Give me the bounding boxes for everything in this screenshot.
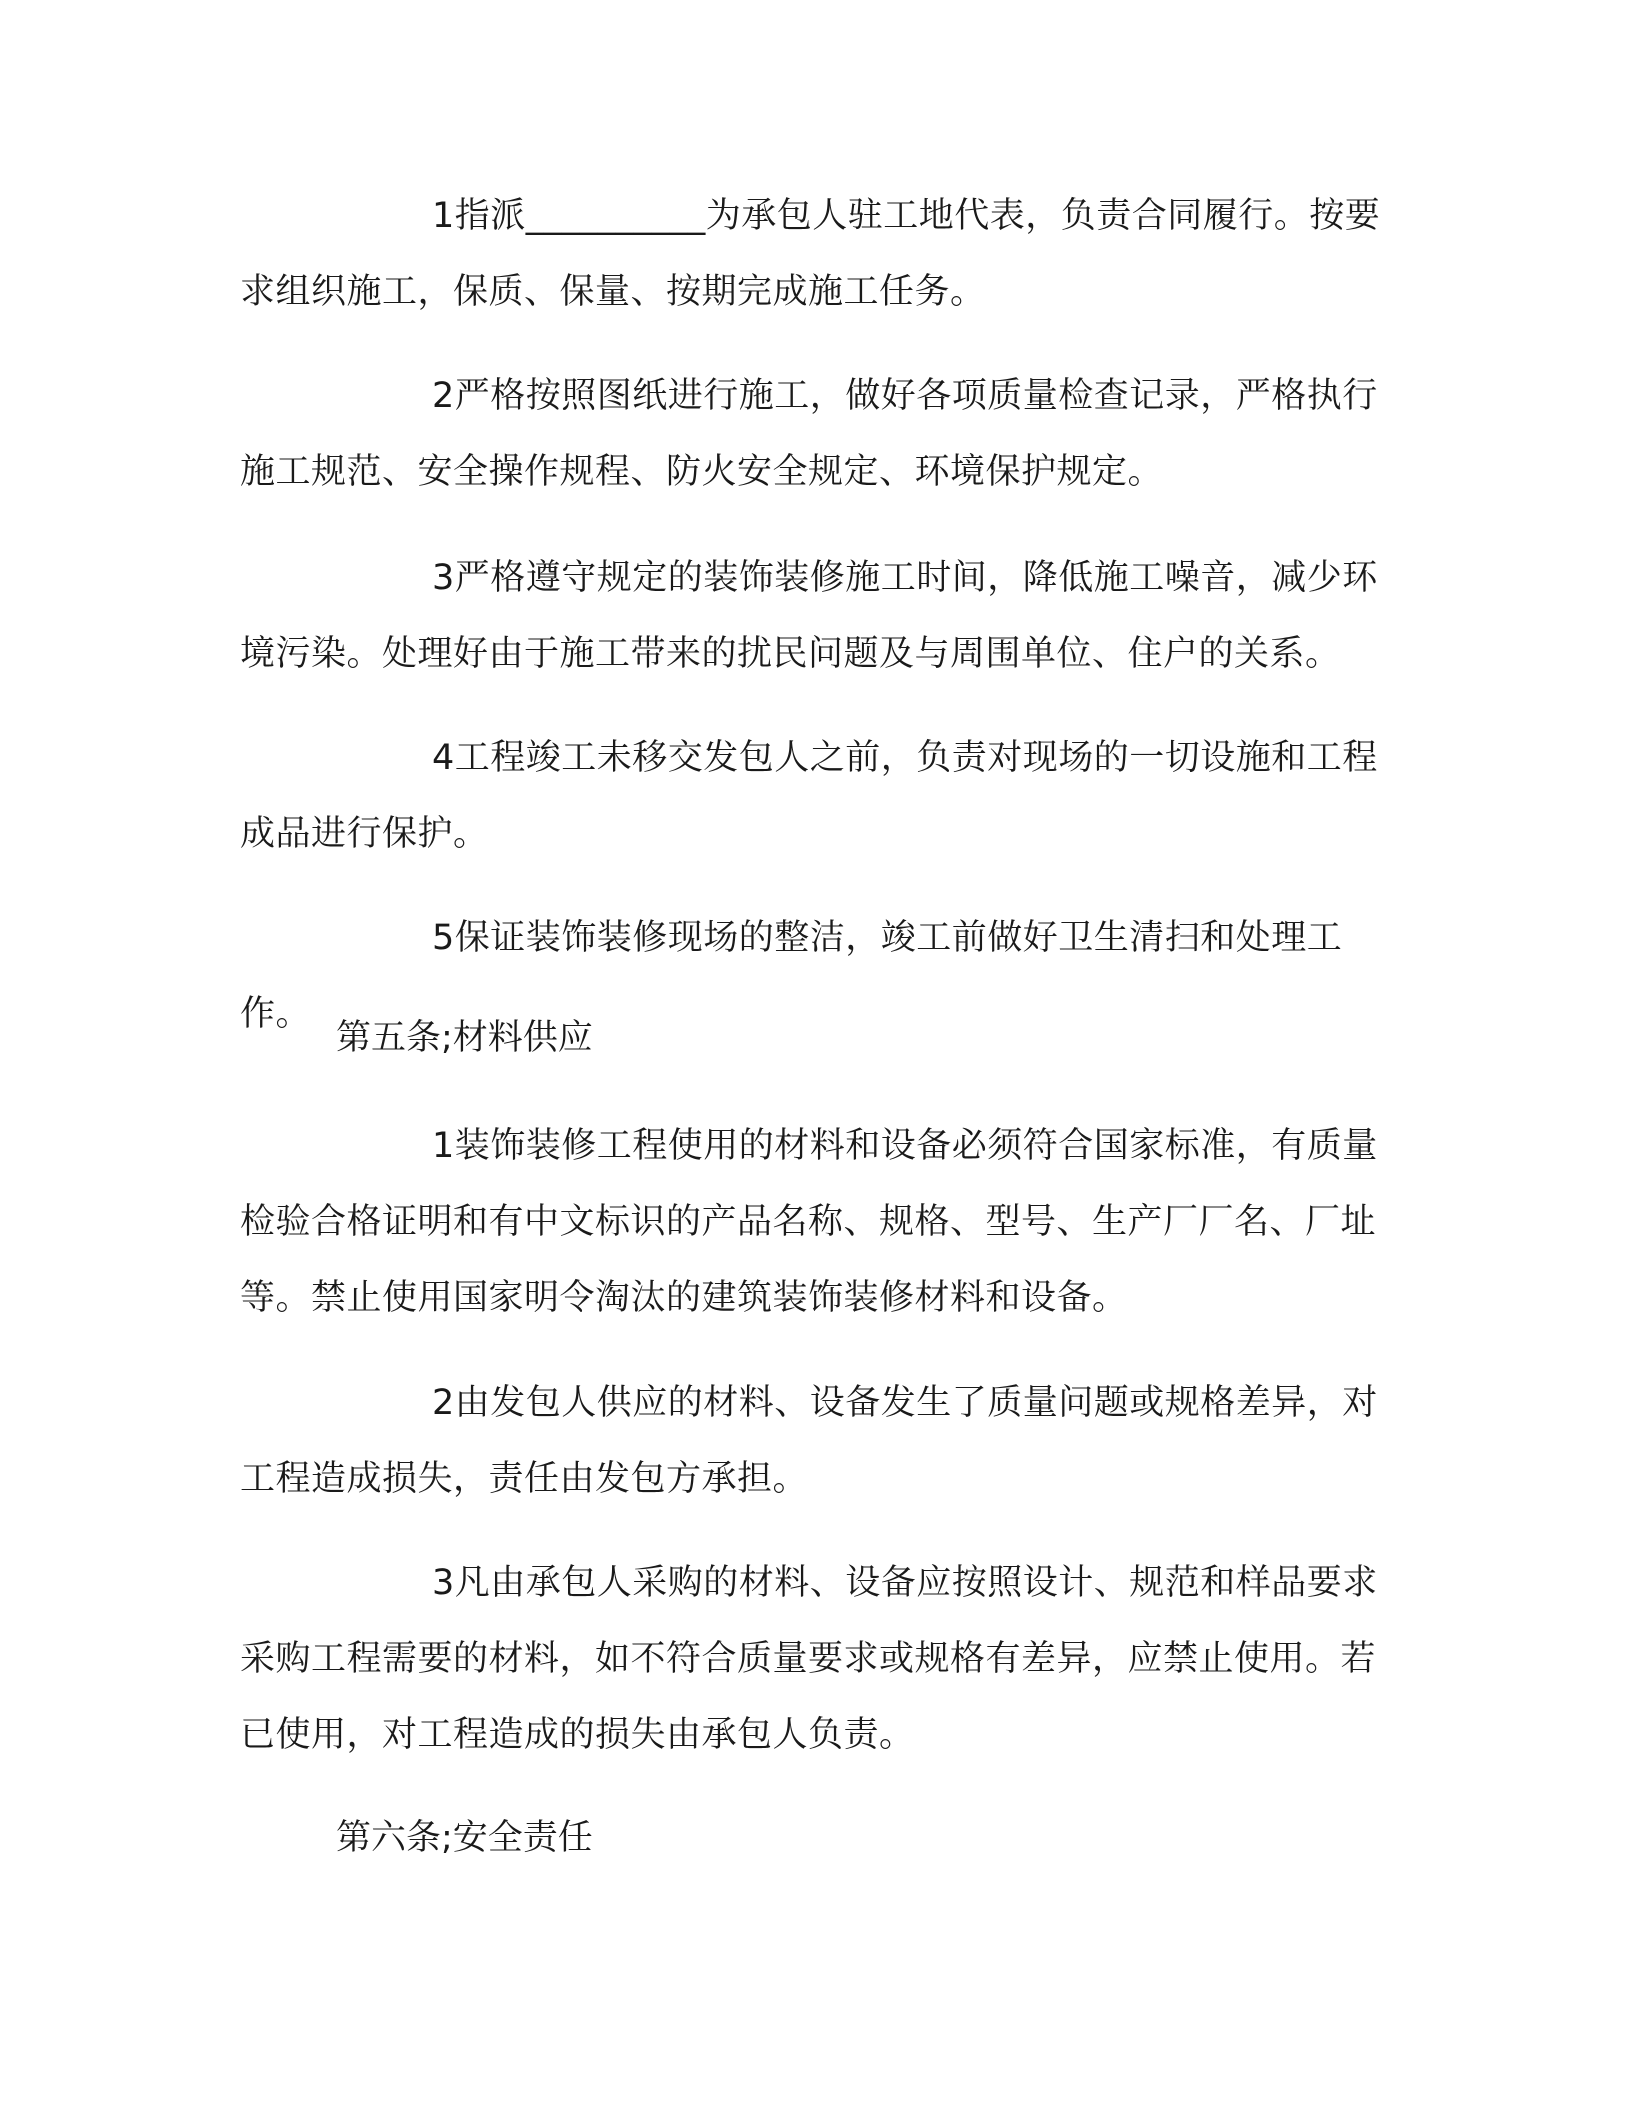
clause-text: 工程竣工未移交发包人之前，负责对现场的一切设施和工程成品进行保护。 (240, 738, 1378, 854)
clause-number: 5 (432, 918, 455, 958)
clause-number: 3 (432, 558, 455, 598)
clause-text: 凡由承包人采购的材料、设备应按照设计、规范和样品要求采购工程需要的材料，如不符合质量要求或规格有差异，应禁止使用。若已使用，对工程造成的损失由承包人负责。 (240, 1563, 1378, 1755)
section-heading: 第六条;安全责任 (336, 1818, 593, 1858)
clause-text: 严格按照图纸进行施工，做好各项质量检查记录，严格执行施工规范、安全操作规程、防火安全规定、环境保护规定。 (240, 376, 1378, 492)
clause-paragraph (240, 178, 1390, 330)
clause-number: 4 (432, 738, 455, 778)
clause-paragraph (240, 1365, 1390, 1517)
clause-number: 1 (432, 1126, 455, 1166)
clause-number: 1 (432, 196, 455, 236)
clause-number: 2 (432, 376, 455, 416)
clause-text: 装饰装修工程使用的材料和设备必须符合国家标准，有质量检验合格证明和有中文标识的产品名称、规格、型号、生产厂厂名、厂址等。禁止使用国家明令淘汰的建筑装饰装修材料和设备。 (240, 1126, 1378, 1318)
section-heading: 第五条;材料供应 (336, 1018, 593, 1058)
clause-paragraph (240, 358, 1390, 510)
clause-paragraph (240, 1545, 1390, 1773)
clause-number: 2 (432, 1383, 455, 1423)
clause-text: 严格遵守规定的装饰装修施工时间，降低施工噪音，减少环境污染。处理好由于施工带来的扰民问题及与周围单位、住户的关系。 (240, 558, 1378, 674)
clause-paragraph (240, 540, 1390, 692)
clause-text: 指派__________为承包人驻工地代表，负责合同履行。按要求组织施工，保质、保量、按期完成施工任务。 (240, 196, 1381, 312)
clause-number: 3 (432, 1563, 455, 1603)
clause-text: 保证装饰装修现场的整洁，竣工前做好卫生清扫和处理工作。 (240, 918, 1343, 1034)
clause-paragraph (240, 720, 1390, 872)
clause-paragraph (240, 1108, 1390, 1336)
clause-text: 由发包人供应的材料、设备发生了质量问题或规格差异，对工程造成损失，责任由发包方承担。 (240, 1383, 1378, 1499)
document-page (240, 0, 1390, 2112)
